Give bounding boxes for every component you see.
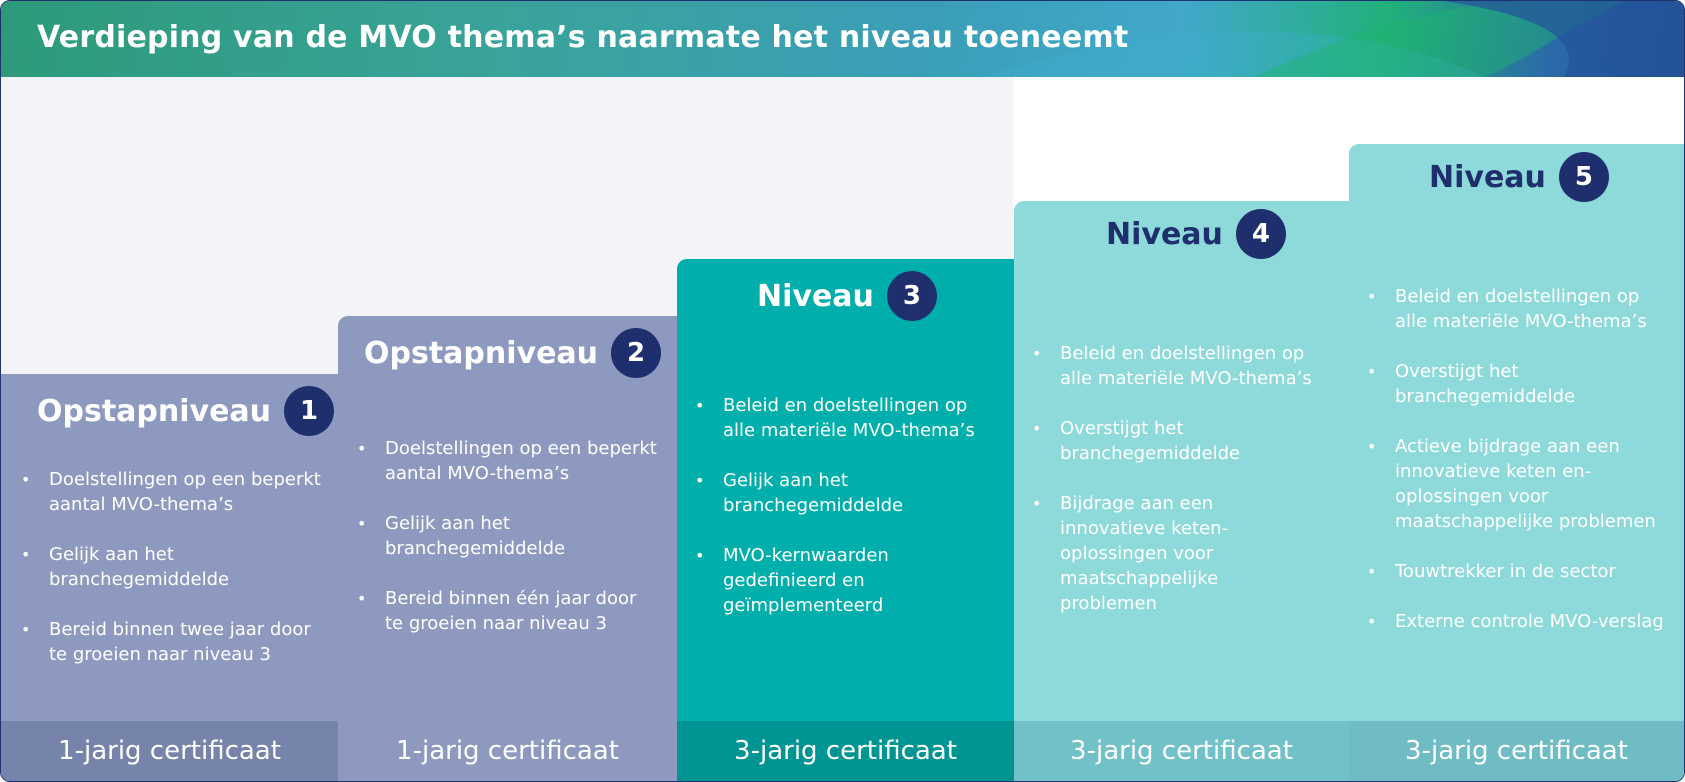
level-5-criteria-list bbox=[1367, 284, 1667, 659]
level-2-criterion: • Gelijk aan het branchegemiddelde bbox=[357, 511, 657, 561]
level-1-criterion: • Doelstellingen op een beperkt aantal MVO-thema’s bbox=[21, 467, 321, 517]
level-2-criteria-list bbox=[357, 436, 657, 661]
level-4-number-badge: 4 bbox=[1236, 209, 1286, 259]
level-4-criterion: • Bijdrage aan een innovatieve keten-oplossingen voor maatschappelijke problemen bbox=[1032, 491, 1312, 616]
level-4-title: Niveau bbox=[1106, 216, 1223, 252]
level-5-heading bbox=[1429, 152, 1609, 202]
level-3-criterion: • Gelijk aan het branchegemiddelde bbox=[695, 468, 985, 518]
level-5-criterion: • Touwtrekker in de sector bbox=[1367, 559, 1667, 584]
level-3-certificate: 3-jarig certificaat bbox=[677, 721, 1014, 781]
level-1-criterion: • Bereid binnen twee jaar door te groeien naar niveau 3 bbox=[21, 617, 321, 667]
level-5-criterion: • Beleid en doelstellingen op alle materiële MVO-thema’s bbox=[1367, 284, 1667, 334]
level-5-number-badge: 5 bbox=[1559, 152, 1609, 202]
level-3-heading bbox=[757, 271, 937, 321]
level-3-criterion: • Beleid en doelstellingen op alle materiële MVO-thema’s bbox=[695, 393, 985, 443]
level-1-criterion: • Gelijk aan het branchegemiddelde bbox=[21, 542, 321, 592]
level-2-heading bbox=[364, 328, 661, 378]
level-4-criterion: • Beleid en doelstellingen op alle materiële MVO-thema’s bbox=[1032, 341, 1312, 391]
level-2-certificate: 1-jarig certificaat bbox=[338, 721, 677, 781]
level-1-certificate: 1-jarig certificaat bbox=[1, 721, 338, 781]
level-4-heading bbox=[1106, 209, 1286, 259]
level-2-criterion: • Bereid binnen één jaar door te groeien naar niveau 3 bbox=[357, 586, 657, 636]
level-2-criterion: • Doelstellingen op een beperkt aantal MVO-thema’s bbox=[357, 436, 657, 486]
level-2-number-badge: 2 bbox=[611, 328, 661, 378]
level-1-criteria-list bbox=[21, 467, 321, 692]
level-2-step bbox=[338, 316, 677, 721]
page-title: Verdieping van de MVO thema’s naarmate het niveau toeneemt bbox=[37, 20, 1129, 55]
level-5-title: Niveau bbox=[1429, 159, 1546, 195]
level-1-heading bbox=[37, 386, 334, 436]
level-5-step bbox=[1349, 144, 1684, 721]
level-1-title: Opstapniveau bbox=[37, 393, 272, 429]
level-4-criterion: • Overstijgt het branchegemiddelde bbox=[1032, 416, 1312, 466]
level-5-criterion: • Externe controle MVO-verslag bbox=[1367, 609, 1667, 634]
level-5-criterion: • Actieve bijdrage aan een innovatieve keten en-oplossingen voor maatschappelijke problemen bbox=[1367, 434, 1667, 534]
level-1-step bbox=[1, 374, 338, 721]
level-4-step bbox=[1014, 201, 1349, 721]
level-3-criteria-list bbox=[695, 393, 985, 643]
level-2-title: Opstapniveau bbox=[364, 335, 599, 371]
level-4-criteria-list bbox=[1032, 341, 1312, 641]
level-3-number-badge: 3 bbox=[887, 271, 937, 321]
level-5-certificate: 3-jarig certificaat bbox=[1349, 721, 1684, 781]
level-3-criterion: • MVO-kernwaarden gedefinieerd en geïmplementeerd bbox=[695, 543, 985, 618]
level-3-title: Niveau bbox=[757, 278, 874, 314]
level-3-step bbox=[677, 259, 1014, 721]
level-1-number-badge: 1 bbox=[284, 386, 334, 436]
title-banner bbox=[1, 1, 1684, 77]
level-4-certificate: 3-jarig certificaat bbox=[1014, 721, 1349, 781]
level-5-criterion: • Overstijgt het branchegemiddelde bbox=[1367, 359, 1667, 409]
